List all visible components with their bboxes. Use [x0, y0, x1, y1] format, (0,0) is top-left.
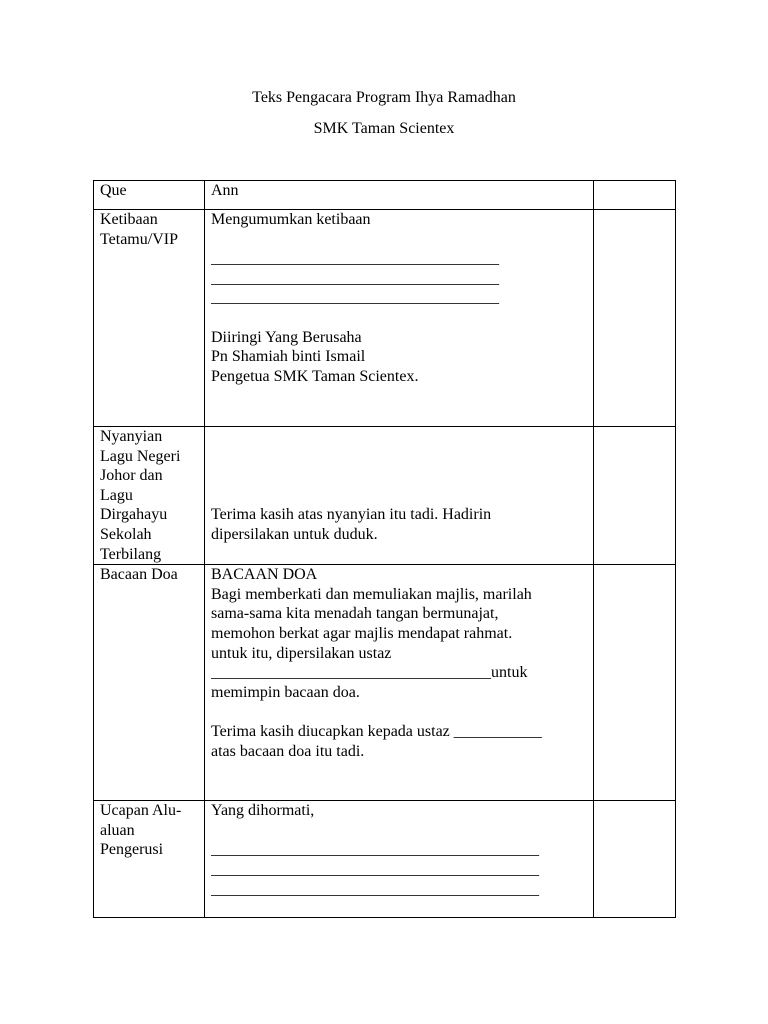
header-ann: Ann: [205, 181, 594, 210]
fill-in-line: ____________________________________: [211, 250, 499, 268]
notes-cell: [594, 210, 676, 427]
ann-cell: Mengumumkan ketibaan ____________________________________ ____________________________________ ____________________________________ Diiringi Yang Berusaha Pn Shamiah binti Ismail Pengetua SMK Taman Scientex.: [205, 210, 594, 427]
ann-cell: Terima kasih atas nyanyian itu tadi. Hadirin dipersilakan untuk duduk.: [205, 427, 594, 565]
ann-cell: BACAAN DOA Bagi memberkati dan memuliakan majlis, marilah sama-sama kita menadah tangan bermunajat, memohon berkat agar majlis mendapat rahmat. untuk itu, dipersilakan ustaz ___________________________________untuk memimpin bacaan doa. Terima kasih diucapkan kepada ustaz ___________ atas bacaan doa itu tadi.: [205, 565, 594, 801]
ann-intro: Yang dihormati,: [211, 802, 315, 820]
table-row: [94, 801, 676, 918]
que-cell: Nyanyian Lagu Negeri Johor dan Lagu Dirgahayu Sekolah Terbilang: [94, 427, 205, 565]
header-blank: [594, 181, 676, 210]
table-row: [94, 210, 676, 427]
header-que: Que: [94, 181, 205, 210]
fill-in-line: _________________________________________: [211, 860, 539, 878]
fill-in-line: ____________________________________: [211, 269, 499, 287]
notes-cell: [594, 801, 676, 918]
notes-cell: [594, 427, 676, 565]
que-cell: Ucapan Alu- aluan Pengerusi: [94, 801, 205, 918]
table-row: [94, 427, 676, 565]
que-cell: Ketibaan Tetamu/VIP: [94, 210, 205, 427]
fill-in-line: _________________________________________: [211, 880, 539, 898]
table-row: [94, 565, 676, 801]
document-title: Teks Pengacara Program Ihya Ramadhan: [252, 89, 516, 106]
emcee-script-table: [93, 180, 676, 918]
table-header-row: [94, 181, 676, 210]
school-name: SMK Taman Scientex: [313, 120, 455, 137]
notes-cell: [594, 565, 676, 801]
fill-in-line: _________________________________________: [211, 841, 539, 859]
que-cell: Bacaan Doa: [94, 565, 205, 801]
ann-intro: Mengumumkan ketibaan: [211, 211, 371, 228]
fill-in-line: ____________________________________: [211, 289, 499, 307]
ann-cell: [205, 801, 594, 918]
